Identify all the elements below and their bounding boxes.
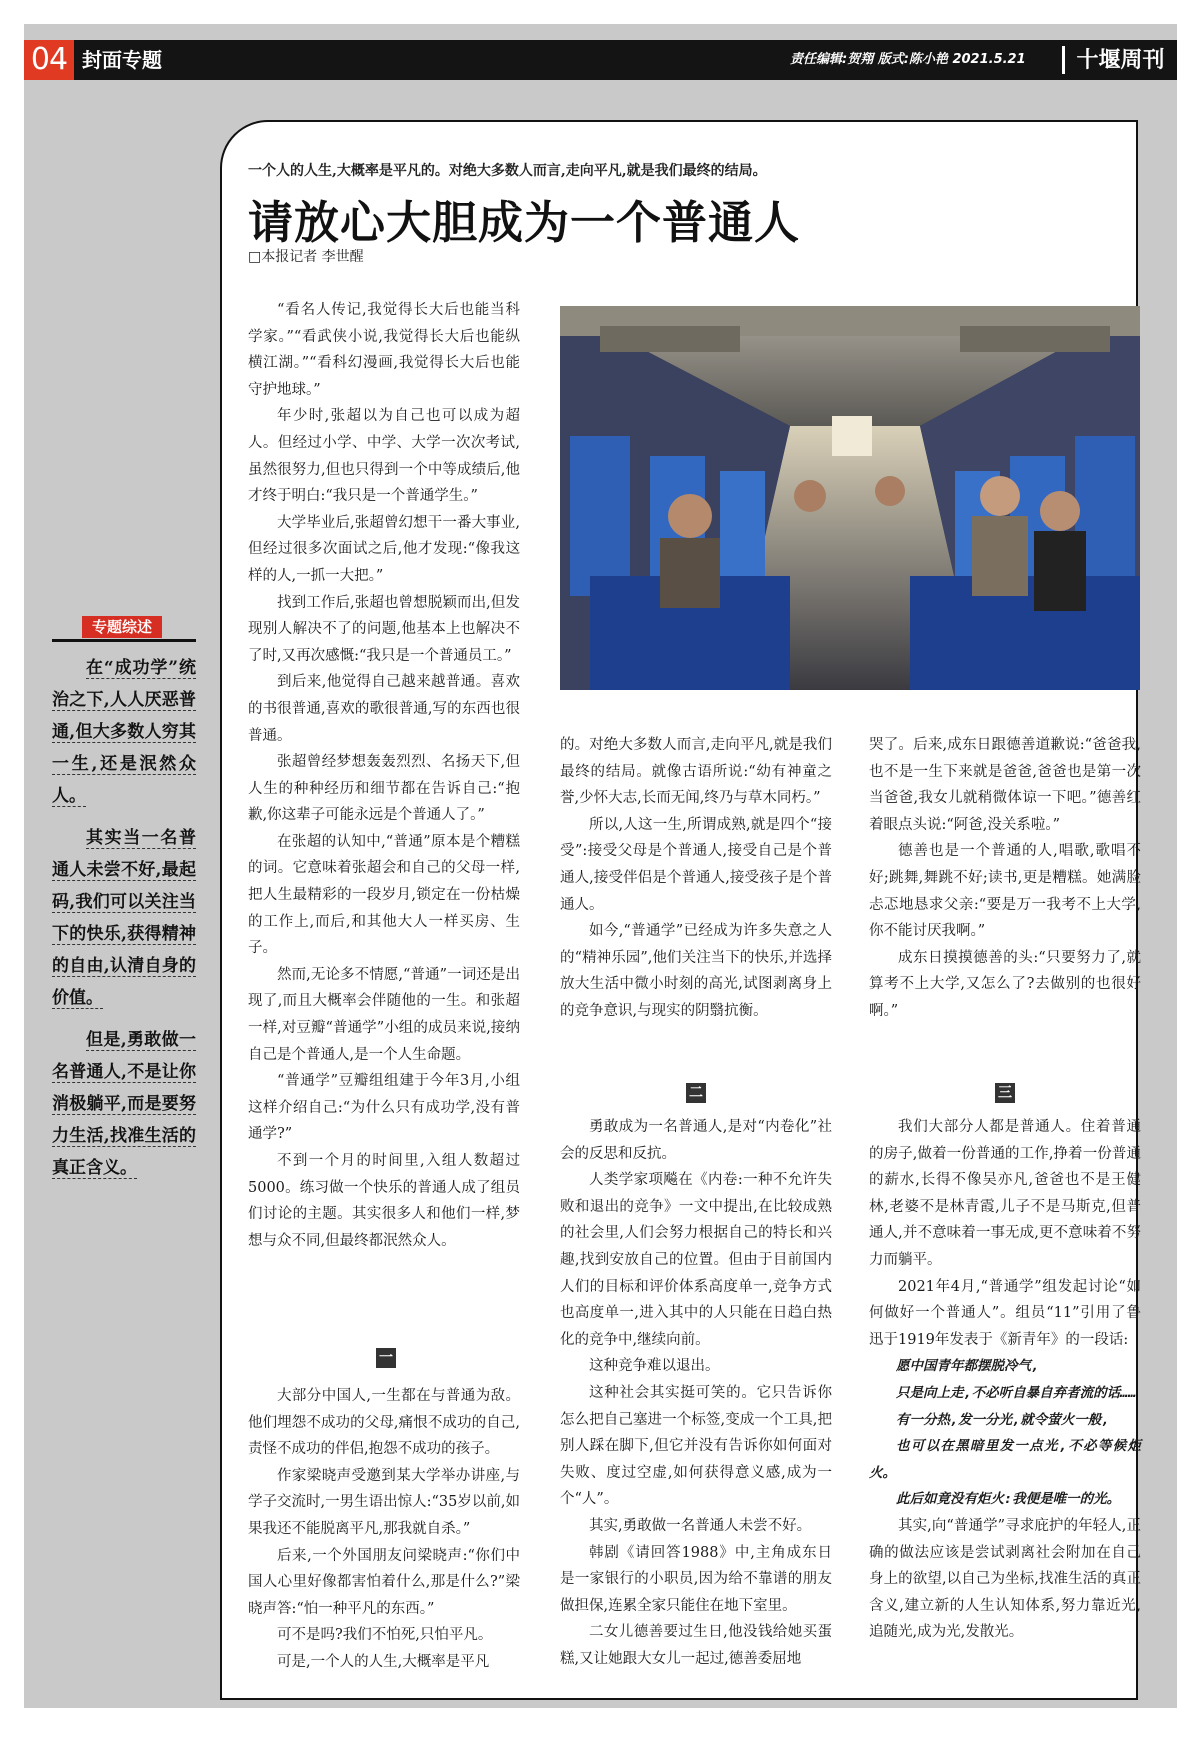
editor-credits: 责任编辑:贺翔 版式:陈小艳 2021.5.21 <box>790 52 1026 67</box>
section-marker-1: 一 <box>376 1348 396 1368</box>
body-paragraph: 后来,一个外国朋友问梁晓声:“你们中国人心里好像都害怕着什么,那是什么?”梁晓声答:“怕一种平凡的东西。” <box>248 1547 520 1617</box>
body-paragraph: 找到工作后,张超也曾想脱颖而出,但发现别人解决不了的问题,他基本上也解决不了时,又再次感慨:“我只是一个普通员工。” <box>248 594 520 664</box>
poem-line: 也可以在黑暗里发一点光,不必等候炬火。 <box>869 1438 1141 1481</box>
column-2 <box>560 732 832 1025</box>
body-paragraph: 哭了。后来,成东日跟德善道歉说:“爸爸我,也不是一生下来就是爸爸,爸爸也是第一次当爸爸,我女儿就稍微体谅一下吧。”德善红着眼点头说:“阿爸,没关系啦。” <box>869 737 1141 833</box>
body-paragraph: 勇敢成为一名普通人,是对“内卷化”社会的反思和反抗。 <box>560 1119 832 1162</box>
poem-line: 愿中国青年都摆脱冷气, <box>896 1358 1040 1375</box>
train-carriage-photo <box>560 306 1140 690</box>
body-paragraph: 这种竞争难以退出。 <box>589 1358 720 1375</box>
body-paragraph: 所以,人这一生,所谓成熟,就是四个“接受”:接受父母是个普通人,接受自己是个普通人,接受伴侣是个普通人,接受孩子是个普通人。 <box>560 816 832 913</box>
column-3 <box>869 732 1141 1025</box>
sidebar-rule <box>52 639 196 642</box>
section-title: 封面专题 <box>82 48 162 72</box>
sidebar-paragraph: 其实当一名普通人未尝不好,最起码,我们可以关注当下的快乐,获得精神的自由,认清自身的价值。 <box>52 828 196 1008</box>
article-headline: 请放心大胆成为一个普通人 <box>248 196 801 249</box>
body-paragraph: 韩剧《请回答1988》中,主角成东日是一家银行的小职员,因为给不靠谱的朋友做担保,连累全家只能住在地下室里。 <box>560 1544 832 1614</box>
body-paragraph: 然而,无论多不情愿,“普通”一词还是出现了,而且大概率会伴随他的一生。和张超一样,对豆瓣“普通学”小组的成员来说,接纳自己是个普通人,是一个人生命题。 <box>248 966 520 1063</box>
body-paragraph: 张超曾经梦想轰轰烈烈、名扬天下,但人生的种种经历和细节都在告诉自己:“抱歉,你这辈子可能永远是个普通人了。” <box>248 754 520 824</box>
section-marker-3: 三 <box>995 1083 1015 1103</box>
sidebar-summary <box>52 652 196 1194</box>
body-paragraph: 我们大部分人都是普通人。住着普通的房子,做着一份普通的工作,挣着一份普通的薪水,长得不像吴亦凡,爸爸也不是王健林,老婆不是林青霞,儿子不是马斯克,但普通人,并不意味着一事无成,更不意味着不努力而躺平。 <box>869 1119 1141 1268</box>
body-paragraph: 2021年4月,“普通学”组发起讨论“如何做好一个普通人”。组员“11”引用了鲁迅于1919年发表于《新青年》的一段话: <box>869 1278 1141 1348</box>
brand-name: 十堰周刊 <box>1076 47 1165 73</box>
body-paragraph: 大学毕业后,张超曾幻想干一番大事业,但经过很多次面试之后,他才发现:“像我这样的人,一抓一大把。” <box>248 514 520 584</box>
body-paragraph: 其实,勇敢做一名普通人未尝不好。 <box>589 1517 812 1534</box>
poem-line: 只是向上走,不必听自暴自弃者流的话…… <box>896 1384 1137 1401</box>
section-marker-2: 二 <box>686 1083 706 1103</box>
sidebar-tag: 专题综述 <box>82 616 162 638</box>
column-3-part-2 <box>869 1114 1141 1646</box>
body-paragraph: 成东日摸摸德善的头:“只要努力了,就算考不上大学,又怎么了?去做别的也很好啊。” <box>869 949 1141 1019</box>
body-paragraph: 如今,“普通学”已经成为许多失意之人的“精神乐园”,他们关注当下的快乐,并选择放大生活中微小时刻的高光,试图剥离身上的竞争意识,与现实的阴翳抗衡。 <box>560 923 832 1019</box>
sidebar-paragraph: 但是,勇敢做一名普通人,不是让你消极躺平,而是要努力生活,找准生活的真正含义。 <box>52 1030 196 1178</box>
body-paragraph: 可是,一个人的人生,大概率是平凡 <box>277 1653 490 1670</box>
photo-illustration <box>560 306 1140 690</box>
brand-divider <box>1062 46 1065 74</box>
poem-line: 有一分热,发一分光,就令萤火一般, <box>896 1411 1110 1428</box>
poem-line: 此后如竟没有炬火:我便是唯一的光。 <box>896 1491 1121 1508</box>
page-number: 04 <box>24 40 74 80</box>
body-paragraph: 其实,向“普通学”寻求庇护的年轻人,正确的做法应该是尝试剥离社会附加在自己身上的欲望,以自己为坐标,找准生活的真正含义,建立新的人生认知体系,努力靠近光,追随光,成为光,发散光。 <box>869 1517 1141 1641</box>
body-paragraph: 年少时,张超以为自己也可以成为超人。但经过小学、中学、大学一次次考试,虽然很努力,但也只得到一个中等成绩后,他才终于明白:“我只是一个普通学生。” <box>248 408 520 505</box>
body-paragraph: 可不是吗?我们不怕死,只怕平凡。 <box>277 1627 493 1644</box>
article-byline: □本报记者 李世醒 <box>248 249 364 265</box>
column-1-part-2 <box>248 1383 520 1676</box>
body-paragraph: 到后来,他觉得自己越来越普通。喜欢的书很普通,喜欢的歌很普通,写的东西也很普通。 <box>248 674 520 744</box>
sidebar-paragraph: 在“成功学”统治之下,人人厌恶普通,但大多数人穷其一生,还是泯然众人。 <box>52 658 196 806</box>
body-paragraph: 人类学家项飚在《内卷:一种不允许失败和退出的竞争》一文中提出,在比较成熟的社会里,人们会努力根据自己的特长和兴趣,找到安放自己的位置。但由于目前国内人们的目标和评价体系高度单一,竞争方式也高度单一,进入其中的人只能在日趋白热化的竞争中,继续向前。 <box>560 1172 832 1348</box>
article-deck: 一个人的人生,大概率是平凡的。对绝大多数人而言,走向平凡,就是我们最终的结局。 <box>248 163 767 179</box>
body-paragraph: 在张超的认知中,“普通”原本是个糟糕的词。它意味着张超会和自己的父母一样,把人生最精彩的一段岁月,锁定在一份枯燥的工作上,而后,和其他大人一样买房、生子。 <box>248 833 520 957</box>
body-paragraph: “普通学”豆瓣组组建于今年3月,小组这样介绍自己:“为什么只有成功学,没有普通学?” <box>248 1073 520 1143</box>
column-2-part-2 <box>560 1114 832 1672</box>
body-paragraph: 二女儿德善要过生日,他没钱给她买蛋糕,又让她跟大女儿一起过,德善委屈地 <box>560 1624 832 1667</box>
body-paragraph: 的。对绝大多数人而言,走向平凡,就是我们最终的结局。就像古语所说:“幼有神童之誉,少怀大志,长而无闻,终乃与草木同朽。” <box>560 737 832 807</box>
body-paragraph: 大部分中国人,一生都在与普通为敌。他们埋怨不成功的父母,痛恨不成功的自己,责怪不成功的伴侣,抱怨不成功的孩子。 <box>248 1388 520 1458</box>
body-paragraph: 这种社会其实挺可笑的。它只告诉你怎么把自己塞进一个标签,变成一个工具,把别人踩在脚下,但它并没有告诉你如何面对失败、度过空虚,如何获得意义感,成为一个“人”。 <box>560 1384 832 1508</box>
body-paragraph: 作家梁晓声受邀到某大学举办讲座,与学子交流时,一男生语出惊人:“35岁以前,如果我还不能脱离平凡,那我就自杀。” <box>248 1467 520 1537</box>
body-paragraph: “看名人传记,我觉得长大后也能当科学家。”“看武侠小说,我觉得长大后也能纵横江湖。”“看科幻漫画,我觉得长大后也能守护地球。” <box>248 302 520 398</box>
body-paragraph: 不到一个月的时间里,入组人数超过5000。练习做一个快乐的普通人成了组员们讨论的主题。其实很多人和他们一样,梦想与众不同,但最终都泯然众人。 <box>248 1153 520 1249</box>
body-paragraph: 德善也是一个普通的人,唱歌,歌唱不好;跳舞,舞跳不好;读书,更是糟糕。她满脸忐忑地恳求父亲:“要是万一我考不上大学,你不能讨厌我啊。” <box>869 843 1141 940</box>
column-1 <box>248 297 520 1254</box>
